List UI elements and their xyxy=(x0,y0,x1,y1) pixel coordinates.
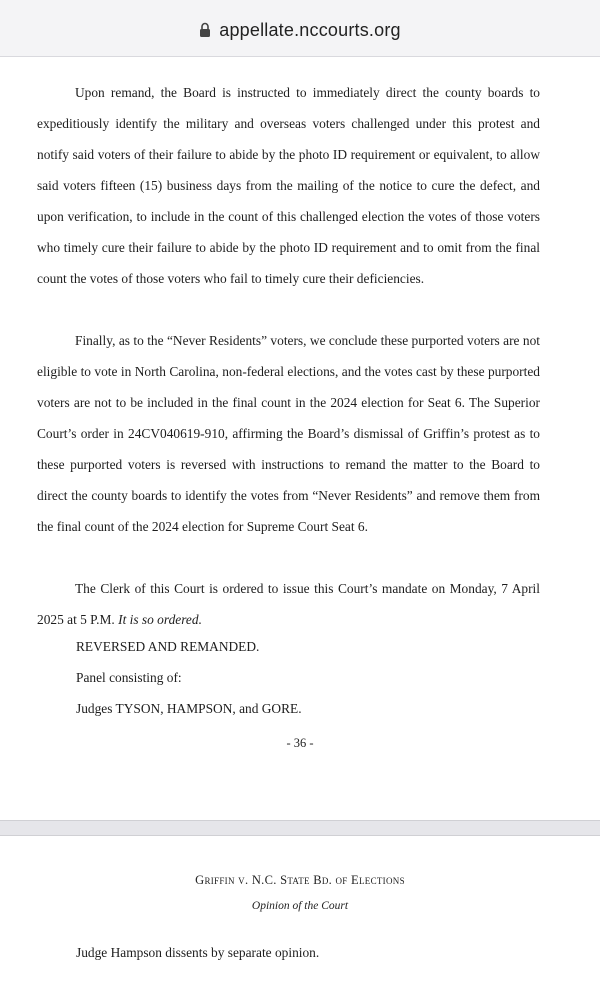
panel-judges: Judges TYSON, HAMPSON, and GORE. xyxy=(76,701,302,716)
page-separator xyxy=(0,820,600,836)
panel-label: Panel consisting of: xyxy=(76,670,182,685)
paragraph-2-text: Finally, as to the “Never Residents” voters, we conclude these purported voters are not eligible to vote in North Carolina, non-federal elections, and the votes cast by these purported voters are not to be included in the final count in the 2024 election for Seat 6. The Superior Court’s order in 24CV040619-910, affirming the Board’s dismissal of Griffin’s protest as to these purported voters is reversed with instructions to remand the matter to the Board to direct the county boards to identify the votes from “Never Residents” and remove them from the final count of the 2024 election for Supreme Court Seat 6. xyxy=(37,333,540,534)
disposition: REVERSED AND REMANDED. xyxy=(76,639,260,654)
paragraph-never-residents xyxy=(37,325,540,542)
lock-icon xyxy=(199,22,211,38)
paragraph-mandate xyxy=(37,573,540,635)
document-page xyxy=(0,57,600,819)
paragraph-1-text: Upon remand, the Board is instructed to immediately direct the county boards to expeditiously identify the military and overseas voters challenged under this protest and notify said voters of their failure to abide by the photo ID requirement or equivalent, to allow said voters fifteen (15) business days from the mailing of the notice to cure the defect, and upon verification, to include in the count of this challenged election the votes of those voters who timely cure their failure to abide by the photo ID requirement and to omit from the final count the votes of those voters who fail to timely cure their deficiencies. xyxy=(37,85,540,286)
next-document-page xyxy=(0,836,600,1000)
url-display[interactable] xyxy=(199,20,401,41)
so-ordered-text: It is so ordered. xyxy=(118,612,202,627)
page-number: - 36 - xyxy=(286,736,314,750)
url-text: appellate.nccourts.org xyxy=(219,19,401,40)
opinion-label: Opinion of the Court xyxy=(251,900,349,912)
browser-address-bar[interactable] xyxy=(0,0,600,57)
case-caption: Griffin v. N.C. State Bd. of Elections xyxy=(195,873,405,887)
paragraph-3-text: The Clerk of this Court is ordered to issue this Court’s mandate on Monday, 7 April 2025 at 5 P.M. xyxy=(37,581,540,627)
dissent-note: Judge Hampson dissents by separate opinion. xyxy=(76,945,320,960)
paragraph-remand-instructions xyxy=(37,77,540,294)
